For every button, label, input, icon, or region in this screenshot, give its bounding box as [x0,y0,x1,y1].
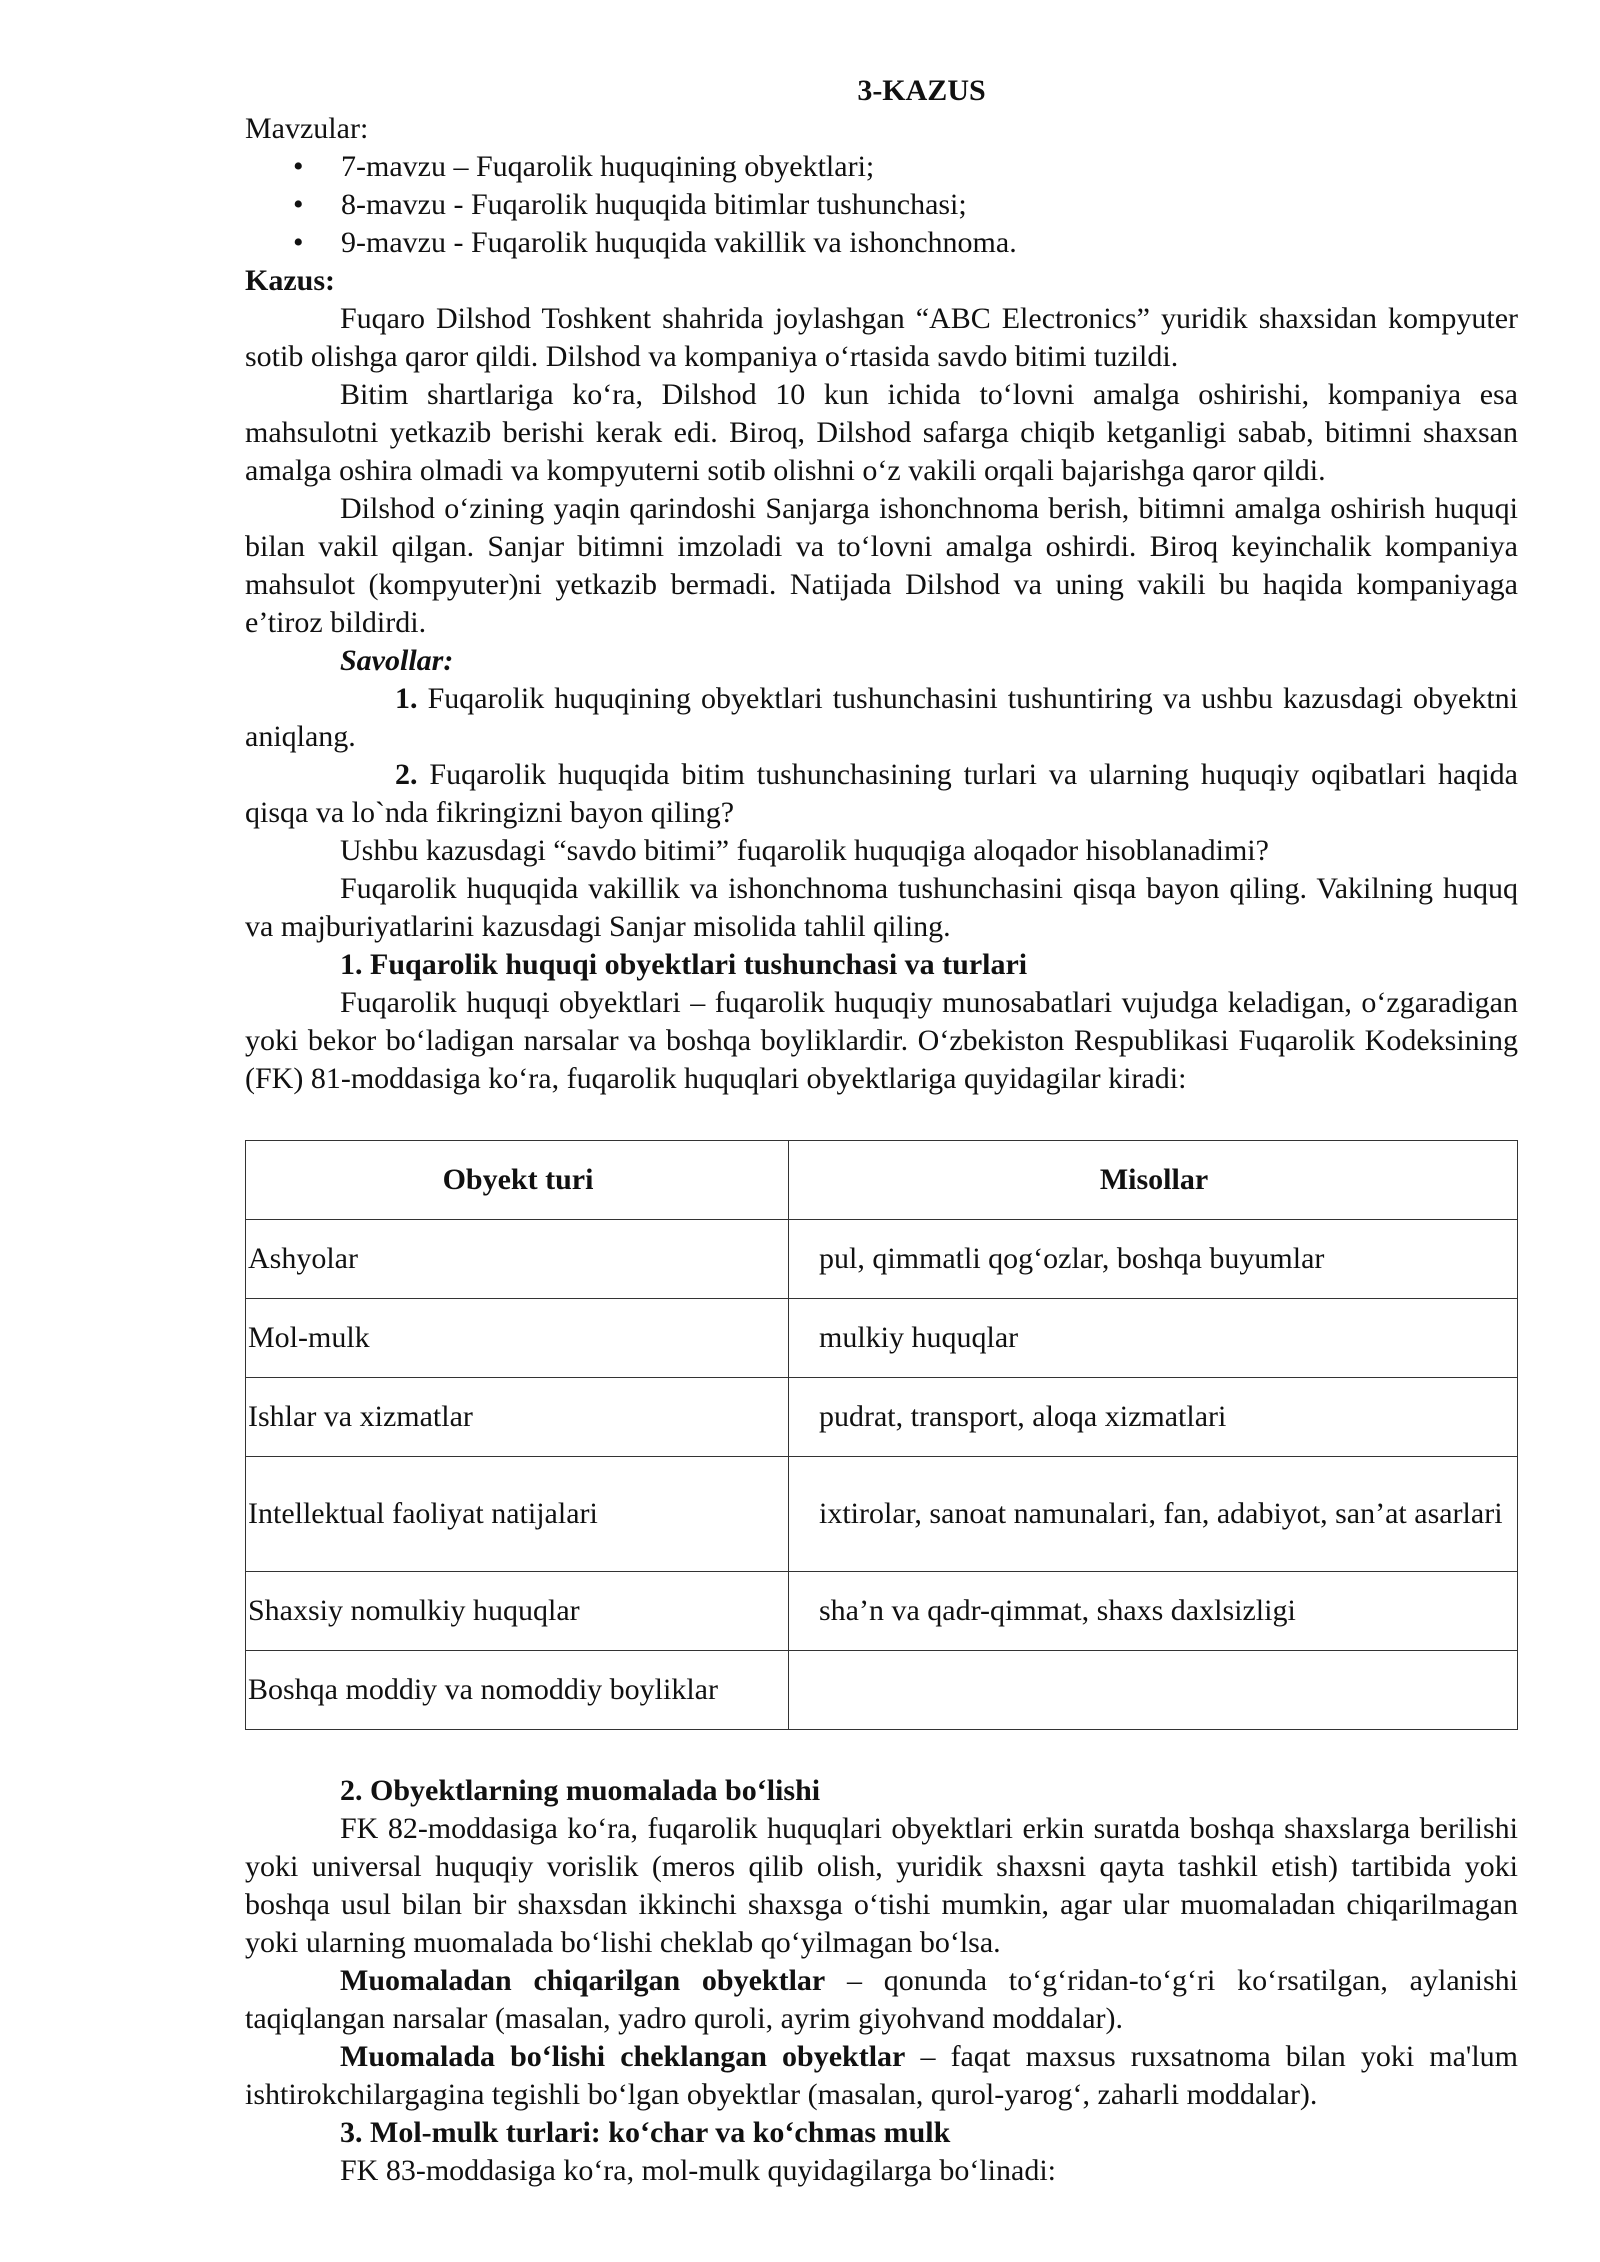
table-row [246,1299,1518,1378]
table-row [246,1651,1518,1730]
term-label: Muomalada bo‘lishi cheklangan obyektlar [340,2040,906,2073]
document-page [245,72,1518,2190]
question-number: 1. [395,682,418,715]
question-item [245,756,1518,832]
topics-list [245,148,1518,262]
questions-label-row [245,642,1518,680]
extra-question: Ushbu kazusdagi “savdo bitimi” fuqarolik huquqiga aloqador hisoblanadimi? [340,834,1269,867]
table-cell-type: Intellektual faoliyat natijalari [246,1457,789,1572]
section2-term-paragraph [245,2038,1518,2114]
table-row [246,1572,1518,1651]
table-row [246,1378,1518,1457]
section2-heading: 2. Obyektlarning muomalada bo‘lishi [340,1774,821,1807]
table-cell-type: Ishlar va xizmatlar [246,1378,789,1457]
kazus-paragraph: Dilshod o‘zining yaqin qarindoshi Sanjarga ishonchnoma berish, bitimni amalga oshirish huquqi bilan vakil qilgan. Sanjar bitimni imzoladi va to‘lovni amalga oshirdi. Biroq keyinchalik kompaniya mahsulot (kompyuter)ni yetkazib bermadi. Natijada Dilshod va uning vakili bu haqida kompaniyaga e’tiroz bildirdi. [245,492,1518,639]
topic-item: • 7-mavzu – Fuqarolik huquqining obyektlari; [245,148,1518,186]
kazus-label: Kazus: [245,264,335,297]
topic-item: • 8-mavzu - Fuqarolik huquqida bitimlar tushunchasi; [245,186,1518,224]
table-cell-example [789,1651,1518,1730]
table-cell-type: Boshqa moddiy va nomoddiy boyliklar [246,1651,789,1730]
table-cell-example: pul, qimmatli qog‘ozlar, boshqa buyumlar [789,1220,1518,1299]
table-cell-example: ixtirolar, sanoat namunalari, fan, adabiyot, san’at asarlari [789,1457,1518,1572]
table-cell-type: Mol-mulk [246,1299,789,1378]
question-text: Fuqarolik huquqida bitim tushunchasining turlari va ularning huquqiy oqibatlari haqida qisqa va lo`nda fikringizni bayon qiling? [245,758,1518,829]
questions-label: Savollar: [340,644,454,677]
document-title: 3-KAZUS [857,74,986,107]
table-cell-example: mulkiy huquqlar [789,1299,1518,1378]
extra-question: Fuqarolik huquqida vakillik va ishonchnoma tushunchasini qisqa bayon qiling. Vakilning huquq va majburiyatlarini kazusdagi Sanjar misolida tahlil qiling. [245,872,1518,943]
question-text: Fuqarolik huquqining obyektlari tushunchasini tushuntiring va ushbu kazusdagi obyektni aniqlang. [245,682,1518,753]
table-cell-type: Shaxsiy nomulkiy huquqlar [246,1572,789,1651]
term-label: Muomaladan chiqarilgan obyektlar [340,1964,826,1997]
table-header-cell: Obyekt turi [246,1141,789,1220]
objects-table [245,1140,1518,1730]
question-item [245,680,1518,756]
table-cell-example: pudrat, transport, aloqa xizmatlari [789,1378,1518,1457]
section3-text: FK 83-moddasiga ko‘ra, mol-mulk quyidagilarga bo‘linadi: [340,2154,1056,2187]
section2-term-paragraph [245,1962,1518,2038]
section1-heading: 1. Fuqarolik huquqi obyektlari tushunchasi va turlari [340,948,1028,981]
table-row [246,1457,1518,1572]
table-cell-example: sha’n va qadr-qimmat, shaxs daxlsizligi [789,1572,1518,1651]
section2-text: FK 82-moddasiga ko‘ra, fuqarolik huquqlari obyektlari erkin suratda boshqa shaxslarga berilishi yoki universal huquqiy vorislik (meros qilib olish, yuridik shaxsni qayta tashkil etish) tartibida yoki boshqa usul bilan bir shaxsdan ikkinchi shaxsga o‘tishi mumkin, agar ular muomaladan chiqarilmagan yoki ularning muomalada bo‘lishi cheklab qo‘yilmagan bo‘lsa. [245,1812,1518,1959]
kazus-paragraph: Fuqaro Dilshod Toshkent shahrida joylashgan “ABC Electronics” yuridik shaxsidan kompyuter sotib olishga qaror qildi. Dilshod va kompaniya o‘rtasida savdo bitimi tuzildi. [245,302,1518,373]
section1-text: Fuqarolik huquqi obyektlari – fuqarolik huquqiy munosabatlari vujudga keladigan, o‘zgaradigan yoki bekor bo‘ladigan narsalar va boshqa boyliklardir. O‘zbekiston Respublikasi Fuqarolik Kodeksining (FK) 81-moddasiga ko‘ra, fuqarolik huquqlari obyektlariga quyidagilar kiradi: [245,986,1518,1095]
table-row [246,1220,1518,1299]
table-header-cell: Misollar [789,1141,1518,1220]
topics-label: Mavzular: [245,112,369,145]
section3-heading: 3. Mol-mulk turlari: ko‘char va ko‘chmas mulk [340,2116,951,2149]
term-text: – qonunda to‘g‘ridan-to‘g‘ri ko‘rsatilgan, aylanishi taqiqlangan narsalar (masalan, yadro quroli, ayrim giyohvand moddalar). [245,1964,1518,2035]
kazus-paragraph: Bitim shartlariga ko‘ra, Dilshod 10 kun ichida to‘lovni amalga oshirishi, kompaniya esa mahsulotni yetkazib berishi kerak edi. Biroq, Dilshod safarga chiqib ketganligi sabab, bitimni shaxsan amalga oshira olmadi va kompyuterni sotib olishni o‘z vakili orqali bajarishga qaror qildi. [245,378,1518,487]
table-cell-type: Ashyolar [246,1220,789,1299]
question-number: 2. [395,758,418,791]
table-header-row [246,1141,1518,1220]
topic-item: • 9-mavzu - Fuqarolik huquqida vakillik va ishonchnoma. [245,224,1518,262]
term-text: – faqat maxsus ruxsatnoma bilan yoki ma'lum ishtirokchilargagina tegishli bo‘lgan obyektlar (masalan, qurol-yarog‘, zaharli moddalar). [245,2040,1519,2111]
